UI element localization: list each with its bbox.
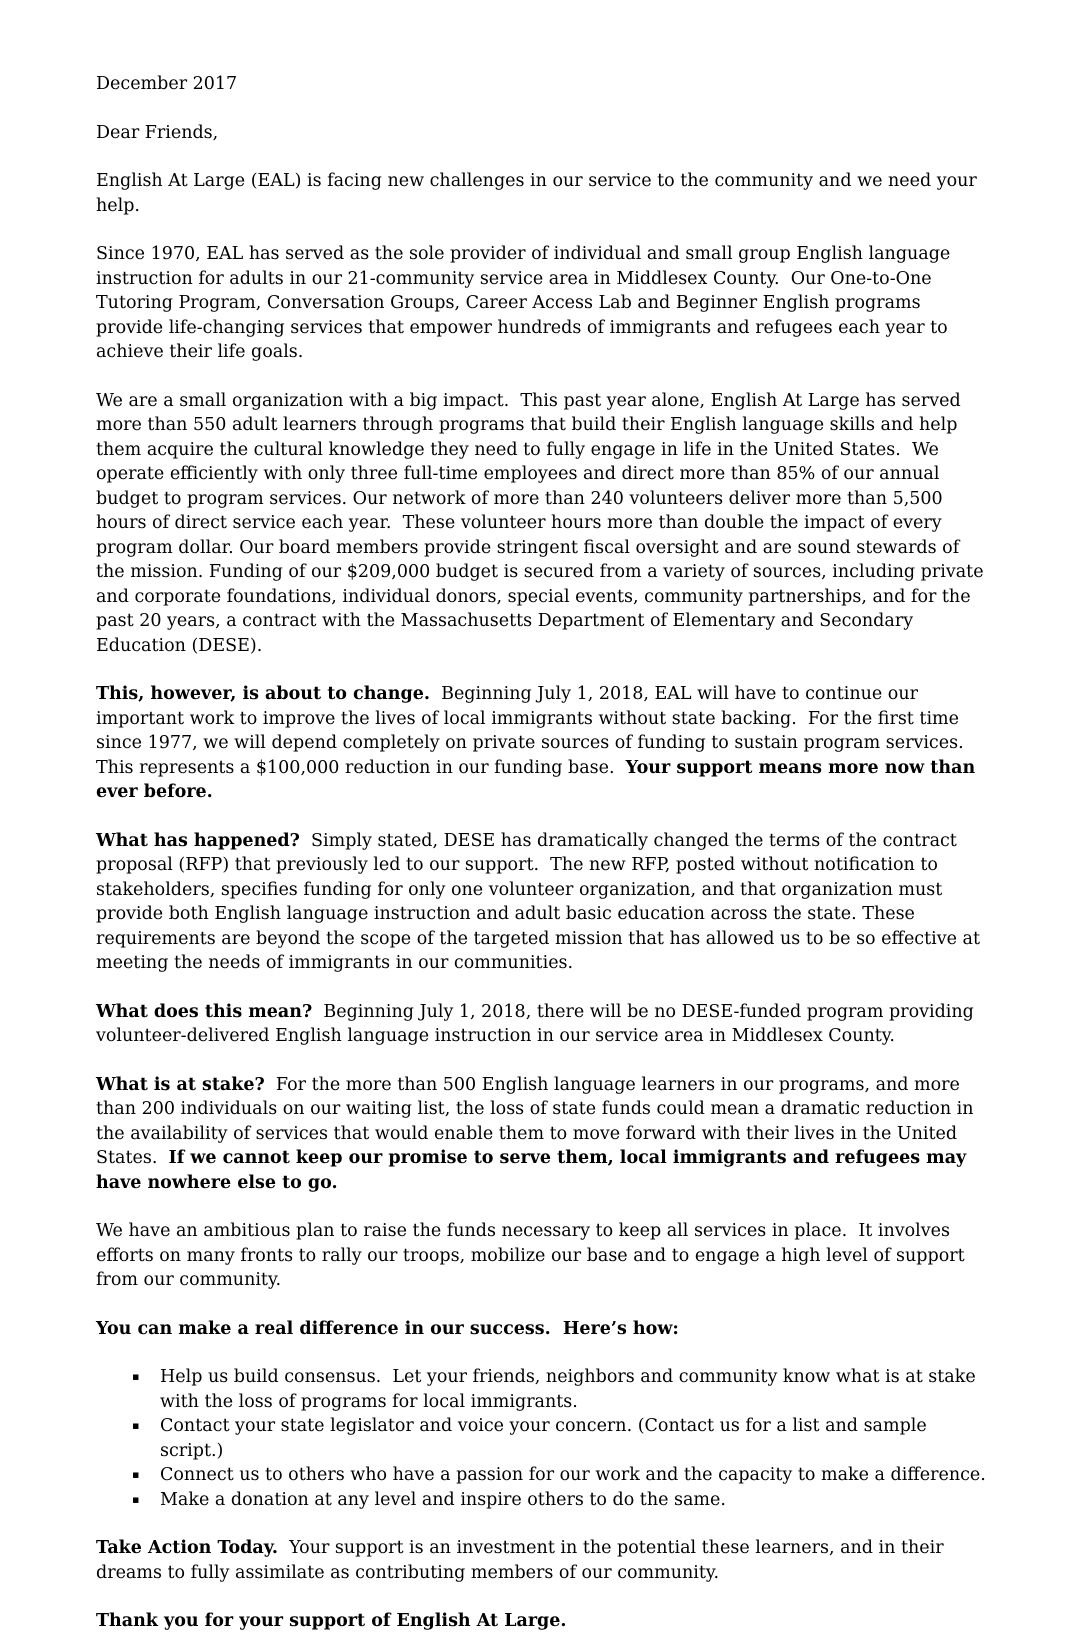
plan-paragraph [96,1219,992,1293]
what-is-at-stake-paragraph [96,1073,992,1196]
bold-text-run: What does this mean? [96,1001,313,1022]
bold-text-run: This, however, is about to change. [96,684,430,704]
text-run: Beginning July 1, 2018, there will be no DESE-funded program providing volunteer-delivered English language instruction in our service area in Middlesex County. [96,1001,980,1046]
bold-text-run: You can make a real difference in our success. Here’s how: [96,1318,679,1339]
bullet-item-text [160,1463,992,1488]
bold-text-run: What has happened? [96,830,300,851]
how-to-help-list [96,1365,992,1512]
text-run: Simply stated, DESE has dramatically changed the terms of the contract proposal (RFP) that previously led to our support. The new RFP, posted without notification to stakeholders, specifies funding for only one volunteer organization, and that organization must provide both English language instruction and adult basic education across the state. These requirements are beyond the scope of the targeted mission that has allowed us to be so effective at meeting the needs of immigrants in our communities. [96,830,986,973]
closing-thanks [96,1609,992,1634]
take-action-paragraph [96,1536,992,1585]
text-run: For the more than 500 English language learners in our programs, and more than 200 individuals on our waiting list, the loss of state funds could mean a dramatic reduction in the availability of services that would enable them to move forward with their lives in the United States. [96,1074,980,1168]
square-bullet-icon: ▪ [132,1492,140,1506]
intro-paragraph [96,169,992,218]
text-run: Connect us to others who have a passion for our work and the capacity to make a difference. [160,1465,986,1485]
bold-text-run: Thank you for your support of English At Large. [96,1611,567,1631]
text-run: Your support is an investment in the potential these learners, and in their dreams to fully assimilate as contributing members of our community. [96,1538,950,1583]
what-has-happened-paragraph [96,829,992,976]
bold-text-run: If we cannot keep our promise to serve them, local immigrants and refugees may have nowhere else to go. [96,1148,973,1193]
text-run: Since 1970, EAL has served as the sole provider of individual and small group English language instruction for adults in our 21-community service area in Middlesex County. Our One-to-One Tutoring Program, Conversation Groups, Career Access Lab and Beginner English programs provide life-changing services that empower hundreds of immigrants and refugees each year to achieve their life goals. [96,244,956,362]
salutation [96,121,992,146]
bullet-item-text [160,1488,992,1513]
bullet-item [132,1414,992,1463]
text-run: December 2017 [96,74,238,94]
bullet-item [132,1488,992,1513]
bullet-item-text [160,1365,992,1414]
square-bullet-icon: ▪ [132,1419,140,1432]
bold-text-run: What is at stake? [96,1074,265,1095]
history-paragraph [96,242,992,365]
what-does-this-mean-paragraph [96,1000,992,1049]
bullet-item-text [160,1414,992,1463]
bullet-item [132,1463,992,1488]
text-run: Dear Friends, [96,122,219,143]
text-run: We are a small organization with a big impact. This past year alone, English At Large has served more than 550 adult learners through programs that build their English language skills and help them acquire the cultural knowledge they need to fully engage in life in the United States. We operate efficiently with only three full-time employees and direct more than 85% of our annual budget to program services. Our network of more than 240 volunteers deliver more than 5,500 hours of direct service each year. These volunteer hours more than double the impact of every program dollar. Our board members provide stringent fiscal oversight and are sound stewards of the mission. Funding of our $209,000 budget is secured from a variety of sources, including private and corporate foundations, individual donors, special events, community partnerships, and for the past 20 years, a contract with the Massachusetts Department of Elementary and Secondary Education (DESE). [96,390,990,656]
text-run: English At Large (EAL) is facing new challenges in our service to the community and we need your help. [96,171,983,216]
letter-body [96,72,992,1634]
text-run: Contact your state legislator and voice your concern. (Contact us for a list and sample script.) [160,1416,933,1461]
impact-paragraph [96,389,992,659]
bold-text-run: Your support means more now than ever before. [96,757,982,802]
difference-heading [96,1317,992,1342]
text-run: Beginning July 1, 2018, EAL will have to continue our important work to improve the lives of local immigrants without state backing. For the first time since 1977, we will depend completely on private sources of funding to sustain program services. This represents a $100,000 reduction in our funding base. [96,684,975,778]
bold-text-run: Take Action Today. [96,1538,279,1558]
text-run: We have an ambitious plan to raise the funds necessary to keep all services in place. It involves efforts on many fronts to rally our troops, mobilize our base and to engage a high level of support from our community. [96,1221,971,1290]
text-run: Help us build consensus. Let your friends, neighbors and community know what is at stake with the loss of programs for local immigrants. [160,1367,982,1412]
square-bullet-icon: ▪ [132,1468,140,1481]
text-run: Make a donation at any level and inspire others to do the same. [160,1489,726,1510]
bullet-item [132,1365,992,1414]
date-line [96,72,992,97]
square-bullet-icon: ▪ [132,1370,140,1383]
change-paragraph [96,682,992,805]
